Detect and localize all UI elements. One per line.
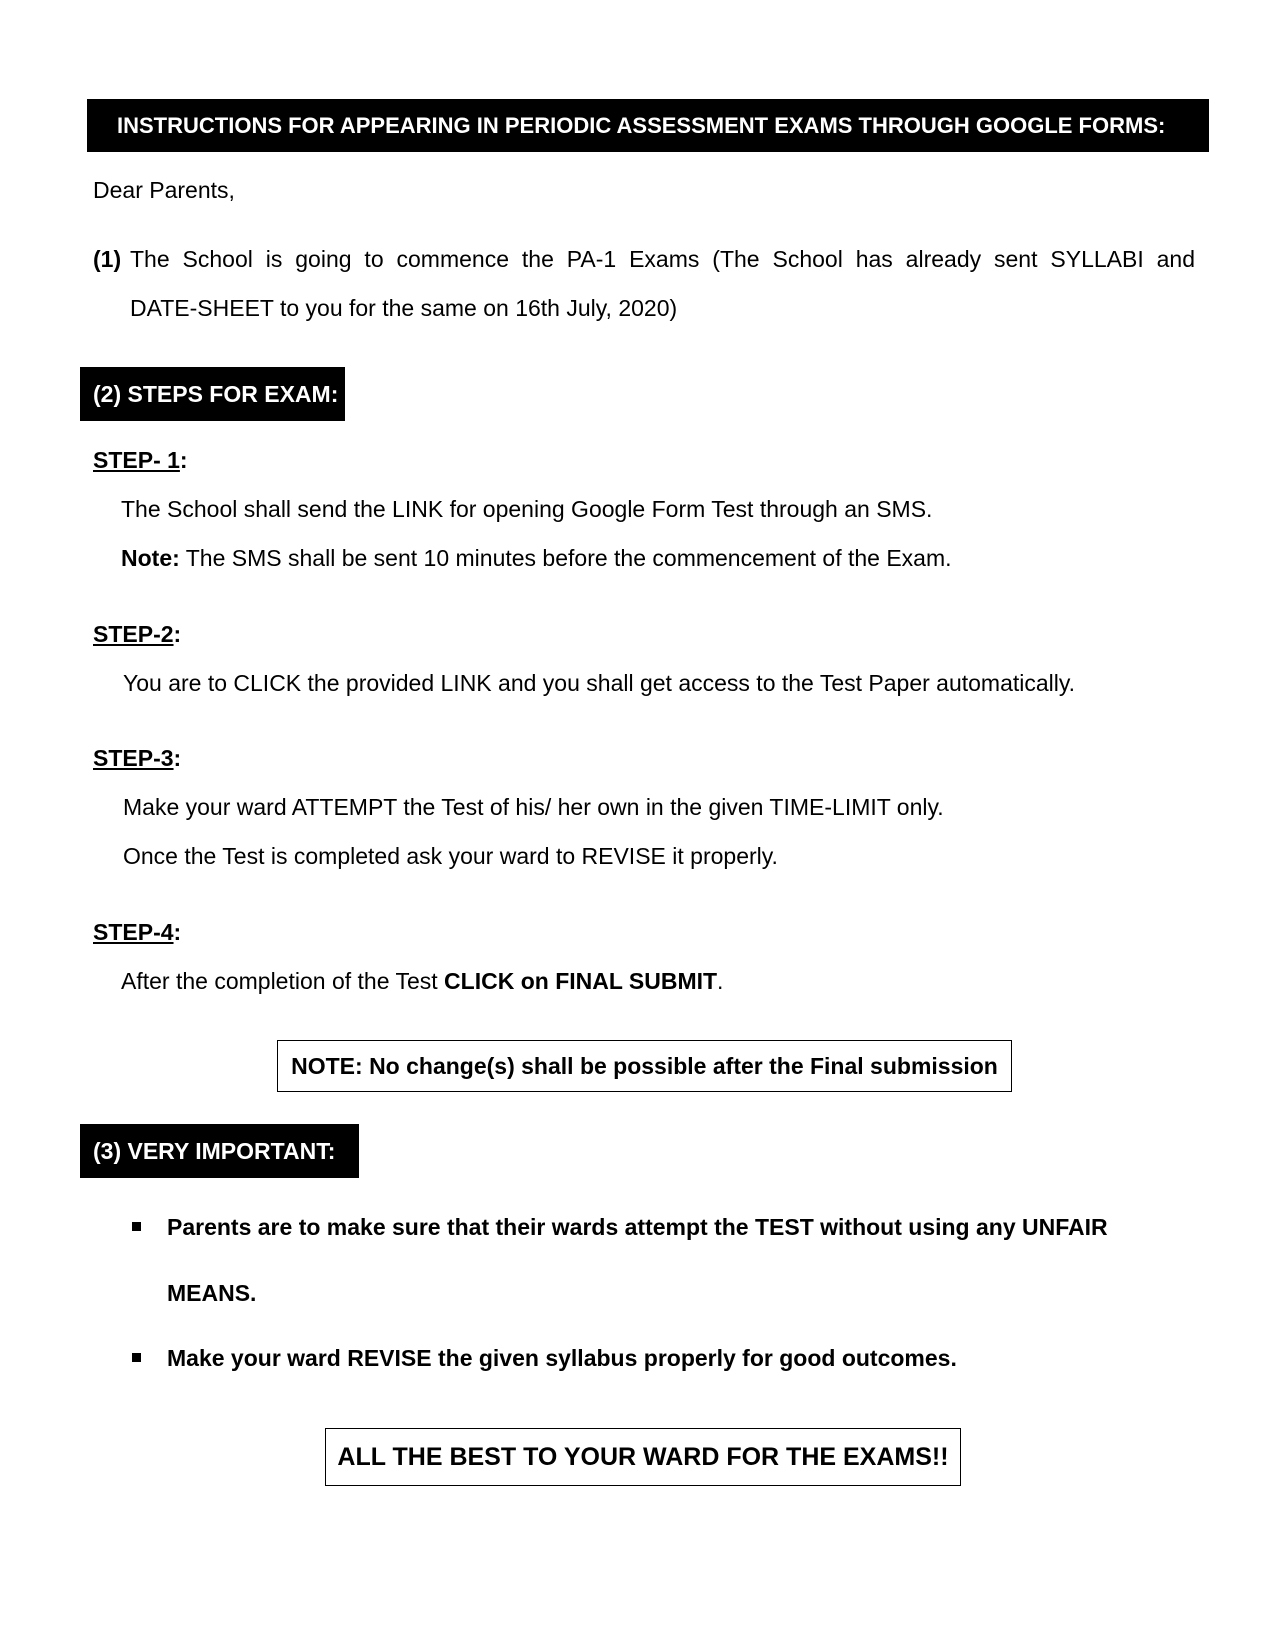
- step-3-text-1: Make your ward ATTEMPT the Test of his/ her own in the given TIME-LIMIT only.: [123, 794, 944, 820]
- step-1-text: The School shall send the LINK for opening Google Form Test through an SMS.: [121, 496, 933, 522]
- closing-message-text: ALL THE BEST TO YOUR WARD FOR THE EXAMS!!: [337, 1442, 949, 1471]
- page-title: INSTRUCTIONS FOR APPEARING IN PERIODIC ASSESSMENT EXAMS THROUGH GOOGLE FORMS:: [117, 112, 1166, 138]
- step-1-colon: :: [179, 447, 188, 473]
- section-3-title: (3) VERY IMPORTANT:: [93, 1137, 336, 1164]
- step-4-label: STEP-4: [93, 919, 174, 945]
- bullet-1-line-1: Parents are to make sure that their wards attempt the TEST without using any UNFAIR: [167, 1214, 1108, 1240]
- header-bar: [87, 99, 1209, 152]
- step-1-note-text: The SMS shall be sent 10 minutes before the commencement of the Exam.: [179, 545, 952, 571]
- section-3-bar: [80, 1124, 359, 1178]
- step-4-text-pre: After the completion of the Test: [121, 968, 445, 994]
- step-3-heading: [93, 744, 181, 772]
- step-2-colon: :: [173, 621, 182, 647]
- step-2-heading: [93, 620, 181, 648]
- step-1-heading: [93, 446, 188, 474]
- bullet-1-line-2: MEANS.: [167, 1280, 257, 1306]
- final-submission-note-text: NOTE: No change(s) shall be possible after the Final submission: [291, 1052, 998, 1079]
- step-1-note: [121, 544, 952, 572]
- step-4-text-bold: CLICK on FINAL SUBMIT: [444, 968, 718, 994]
- section-2-bar: [80, 367, 345, 421]
- section-2-title: (2) STEPS FOR EXAM:: [93, 380, 339, 407]
- step-1-note-label: Note:: [121, 545, 180, 571]
- step-2-label: STEP-2: [93, 621, 174, 647]
- step-3-label: STEP-3: [93, 745, 174, 771]
- closing-message: [325, 1428, 961, 1486]
- point-1-number: (1): [93, 246, 122, 272]
- step-4-heading: [93, 918, 181, 946]
- bullet-1-marker: [132, 1222, 141, 1231]
- bullet-2-line-1: Make your ward REVISE the given syllabus properly for good outcomes.: [167, 1345, 957, 1371]
- step-2-text: You are to CLICK the provided LINK and you shall get access to the Test Paper automatically.: [123, 670, 1076, 696]
- point-1-line-1: The School is going to commence the PA-1 Exams (The School has already sent SYLLABI and: [130, 246, 1195, 272]
- final-submission-note: [277, 1040, 1012, 1092]
- step-4-text-post: .: [717, 968, 724, 994]
- step-3-text-2: Once the Test is completed ask your ward to REVISE it properly.: [123, 843, 778, 869]
- step-4-colon: :: [173, 919, 182, 945]
- step-4-text: [121, 967, 723, 995]
- step-1-label: STEP- 1: [93, 447, 180, 473]
- point-1-line-2: DATE-SHEET to you for the same on 16th July, 2020): [130, 295, 678, 321]
- step-3-colon: :: [173, 745, 182, 771]
- greeting: Dear Parents,: [93, 177, 235, 203]
- bullet-2-marker: [132, 1353, 141, 1362]
